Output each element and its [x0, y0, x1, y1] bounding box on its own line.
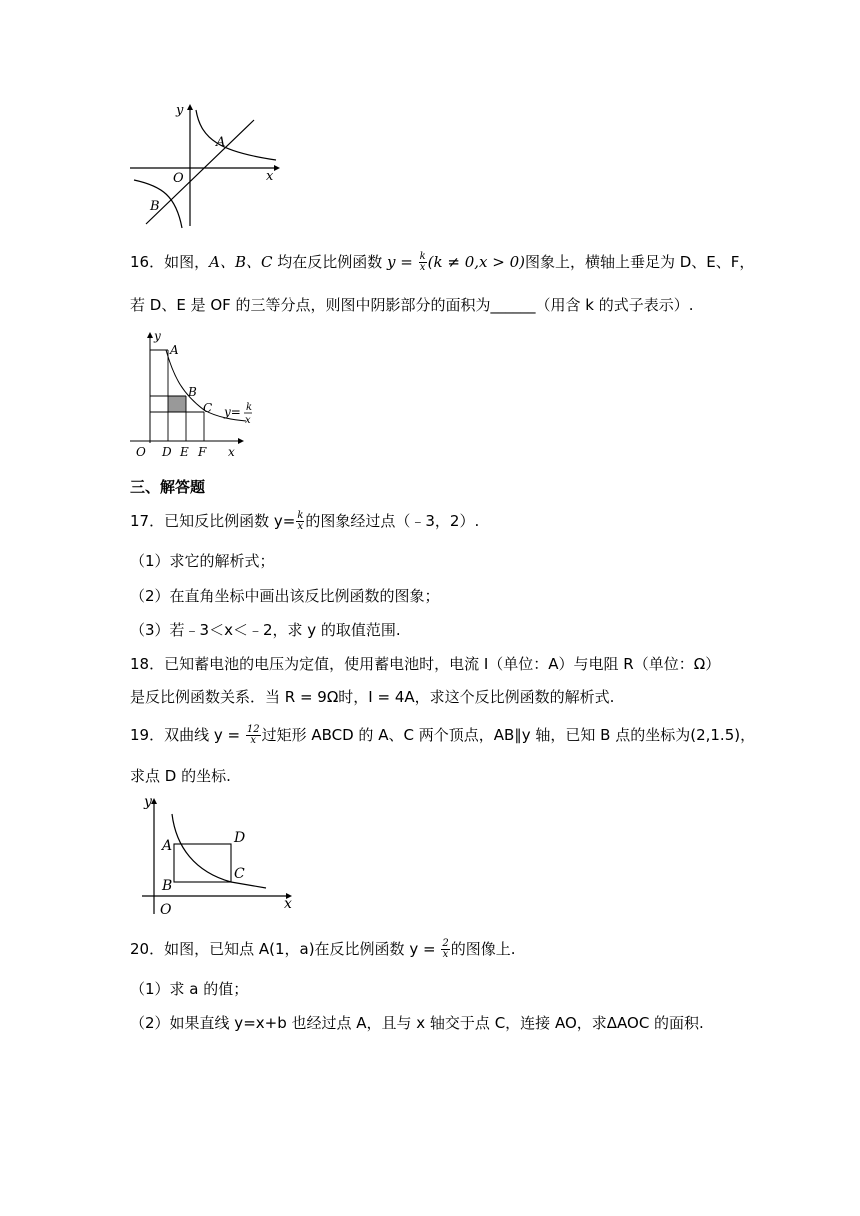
o-label: O	[136, 445, 146, 459]
question-20-line-1: 20．如图，已知点 A(1，a)在反比例函数 y = $\frac{2}{x}$ 的图像上.	[130, 938, 516, 960]
hyperbola-branch-1	[196, 110, 276, 160]
x-axis-arrow	[238, 438, 244, 444]
c-label: C	[234, 866, 245, 882]
y-axis-arrow	[187, 104, 193, 110]
question-20-part-1: （1）求 a 的值；	[130, 980, 249, 998]
question-16-line-2: 若 D、E 是 OF 的三等分点，则图中阴影部分的面积为______（用含 k 的式子表示）.	[130, 296, 694, 314]
question-18-line-1: 18．已知蓄电池的电压为定值，使用蓄电池时，电流 I（单位：A）与电阻 R（单位：Ω）	[130, 655, 721, 673]
question-19-line-2: 求点 D 的坐标.	[130, 767, 231, 785]
question-16-line-1: 16．如图，A、B、C 均在反比例函数 y = $\frac{k}{x}$ (k ≠ 0,x > 0)图象上，横轴上垂足为 D、E、F，	[130, 251, 755, 273]
a-label: A	[216, 135, 226, 150]
function-x: x	[245, 415, 251, 426]
o-label: O	[160, 902, 172, 918]
figure-16-graph	[128, 328, 268, 463]
b-label: B	[162, 878, 173, 894]
question-17-part-1: （1）求它的解析式；	[130, 552, 275, 570]
x-label: x	[228, 445, 235, 459]
function-k: k	[246, 402, 253, 413]
rectangle-abcd	[174, 844, 231, 882]
section-heading: 三、解答题	[130, 478, 206, 496]
e-label: E	[180, 445, 189, 459]
fraction-12-over-x: $\frac{12}{x}$	[246, 724, 260, 746]
x-label: x	[266, 169, 274, 184]
question-17-part-2: （2）在直角坐标中画出该反比例函数的图象；	[130, 587, 440, 605]
y-axis-arrow	[147, 332, 153, 338]
figure-19-graph	[140, 792, 300, 922]
b-label: B	[188, 385, 197, 399]
straight-line	[146, 120, 254, 224]
hyperbola	[172, 814, 266, 888]
y-label: y	[176, 103, 184, 118]
b-label: B	[150, 199, 160, 214]
a-label: A	[162, 838, 173, 854]
o-label: O	[173, 171, 184, 186]
c-label: C	[203, 401, 213, 415]
question-17-part-3: （3）若﹣3＜x＜﹣2，求 y 的取值范围.	[130, 621, 401, 639]
question-20-part-2: （2）如果直线 y=x+b 也经过点 A，且与 x 轴交于点 C，连接 AO，求ΔAOC 的面积.	[130, 1014, 704, 1032]
fraction-2-over-x: $\frac{2}{x}$	[442, 938, 449, 960]
a-label: A	[170, 343, 179, 357]
shaded-region	[168, 396, 186, 412]
figure-15-graph	[126, 100, 286, 235]
question-19-line-1: 19．双曲线 y = $\frac{12}{x}$ 过矩形 ABCD 的 A、C 两个顶点，AB∥y 轴，已知 B 点的坐标为(2,1.5)，	[130, 724, 756, 746]
question-17-line-1: 17．已知反比例函数 y= $\frac{k}{x}$ 的图象经过点（﹣3，2）.	[130, 510, 480, 532]
fraction-k-over-x: $\frac{k}{x}$	[419, 251, 426, 273]
d-label: D	[234, 830, 246, 846]
x-axis-arrow	[274, 165, 280, 171]
x-label: x	[284, 896, 292, 912]
y-label: y	[154, 329, 161, 343]
f-label: F	[198, 445, 207, 459]
function-label: y=	[224, 405, 241, 419]
fraction-k-over-x: $\frac{k}{x}$	[297, 510, 304, 532]
d-label: D	[162, 445, 172, 459]
y-label: y	[144, 794, 152, 810]
question-18-line-2: 是反比例函数关系．当 R = 9Ω时，I = 4A，求这个反比例函数的解析式.	[130, 688, 615, 706]
